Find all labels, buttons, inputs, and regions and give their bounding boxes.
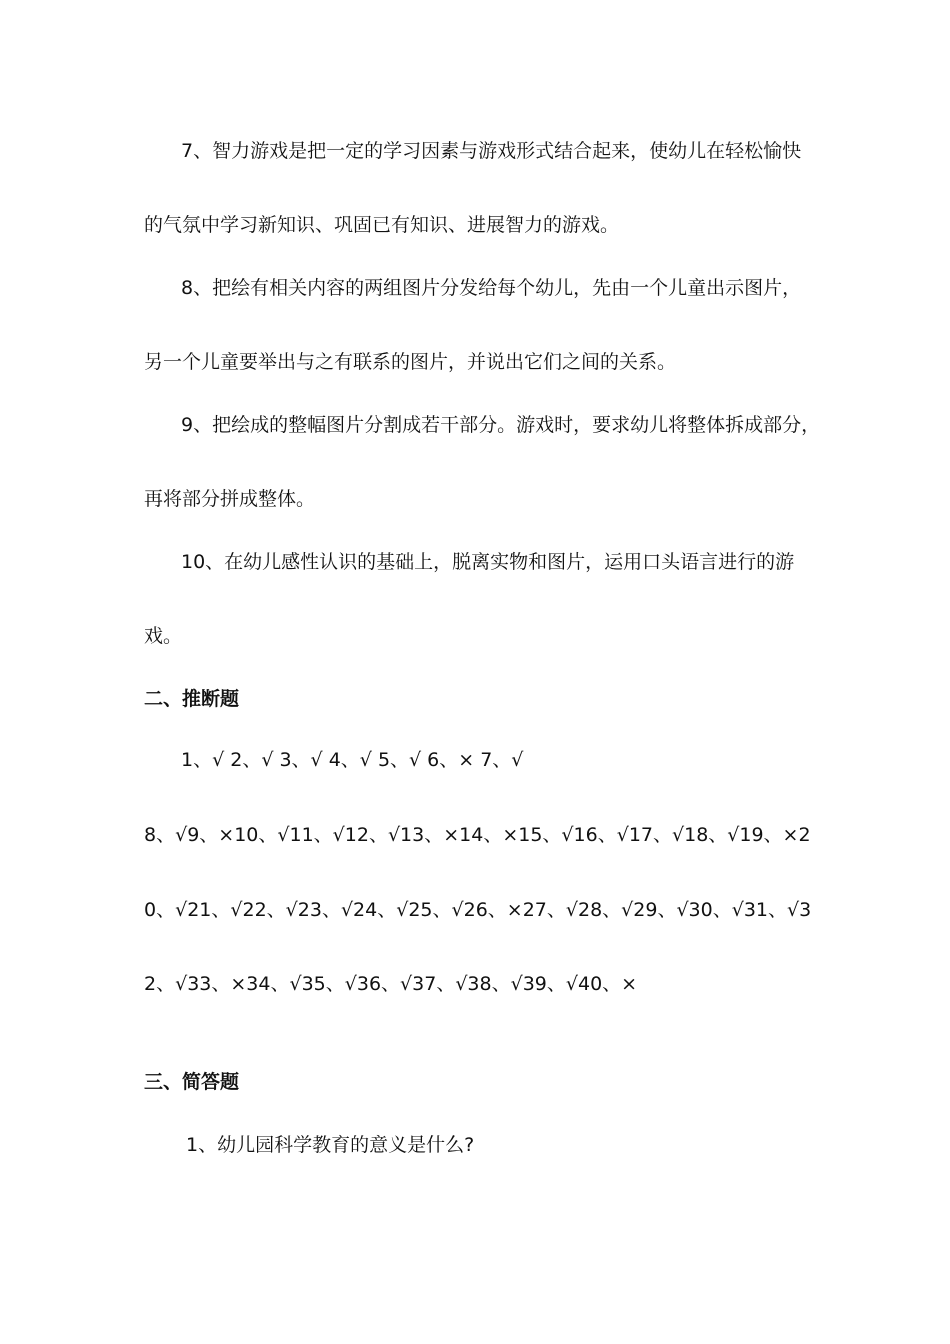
item-7-line-2: 的气氛中学习新知识、巩固已有知识、进展智力的游戏。	[144, 214, 620, 236]
judgment-answers-line-4: 2、√33、×34、√35、√36、√37、√38、√39、√40、×	[144, 973, 638, 995]
item-9-line-1: 9、把绘成的整幅图片分割成若干部分。游戏时，要求幼儿将整体拆成部分，	[181, 414, 821, 436]
judgment-answers-line-3: 0、√21、√22、√23、√24、√25、√26、×27、√28、√29、√30、√31、√3	[144, 899, 812, 921]
item-7-line-1: 7、智力游戏是把一定的学习因素与游戏形式结合起来，使幼儿在轻松愉快	[181, 140, 802, 162]
item-8-line-2: 另一个儿童要举出与之有联系的图片，并说出它们之间的关系。	[144, 351, 677, 373]
item-10-line-2: 戏。	[144, 625, 183, 647]
section-heading-short-answer: 三、简答题	[144, 1071, 240, 1093]
item-9-line-2: 再将部分拼成整体。	[144, 488, 316, 510]
item-8-line-1: 8、把绘有相关内容的两组图片分发给每个幼儿，先由一个儿童出示图片，	[181, 277, 802, 299]
item-10-line-1: 10、在幼儿感性认识的基础上，脱离实物和图片，运用口头语言进行的游	[181, 551, 795, 573]
judgment-answers-line-1: 1、√ 2、√ 3、√ 4、√ 5、√ 6、× 7、√	[181, 749, 524, 771]
section-heading-judgment: 二、推断题	[144, 688, 240, 710]
short-answer-question-1: 1、幼儿园科学教育的意义是什么?	[186, 1134, 475, 1156]
judgment-answers-line-2: 8、√9、×10、√11、√12、√13、×14、×15、√16、√17、√18、√19、×2	[144, 824, 811, 846]
